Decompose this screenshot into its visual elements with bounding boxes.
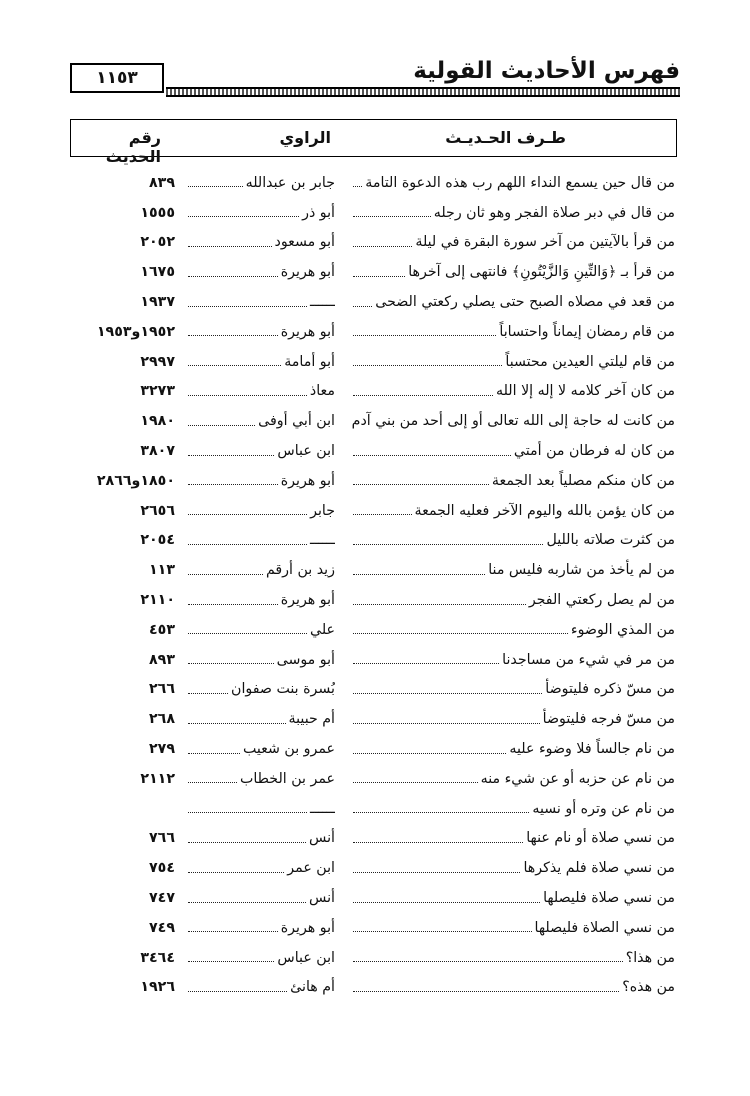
leader-dots [188, 812, 307, 813]
hadith-cell [350, 377, 675, 407]
hadith-text: من كان له فرطان من أمتي [513, 443, 675, 460]
hadith-number: ٨٩٣ [149, 651, 175, 668]
hadith-cell [350, 168, 675, 198]
hadith-text: من هذا؟ [625, 949, 675, 966]
leader-dots [353, 723, 540, 724]
narrator-text: زيد بن أرقم [265, 562, 335, 579]
narrator-text: ــــــ [310, 532, 335, 549]
leader-dots [188, 395, 307, 396]
page-header [70, 58, 680, 94]
narrator-cell [185, 496, 335, 526]
hadith-cell [350, 794, 675, 824]
list-item [0, 347, 750, 377]
hadith-number: ٧٦٦ [149, 830, 175, 847]
hadith-text: من قرأ بالآيتين من آخر سورة البقرة في ليلة [415, 234, 675, 251]
hadith-number: ٣٤٦٤ [140, 949, 175, 966]
leader-dots [188, 723, 286, 724]
list-item [0, 317, 750, 347]
narrator-cell [185, 347, 335, 377]
leader-dots [353, 276, 405, 277]
hadith-text: من مسّ ذكره فليتوضأ [545, 681, 675, 698]
leader-dots [353, 902, 540, 903]
hadith-text: من نسي صلاة أو نام عنها [526, 830, 675, 847]
leader-dots [353, 484, 489, 485]
narrator-text: ــــــ [310, 294, 335, 311]
leader-dots [188, 991, 287, 992]
hadith-text: من قرأ بـ ﴿وَالتِّينِ وَالزَّيْتُونِ﴾ فانتهى إلى آخرها [408, 264, 675, 281]
narrator-cell [185, 824, 335, 854]
hadith-number: ٢٠٥٤ [140, 532, 175, 549]
leader-dots [188, 276, 278, 277]
list-item [0, 853, 750, 883]
column-header [70, 119, 677, 166]
hadith-number: ٨٣٩ [149, 174, 175, 191]
list-item [0, 913, 750, 943]
narrator-cell [185, 913, 335, 943]
hadith-cell [350, 526, 675, 556]
leader-dots [188, 186, 243, 187]
hadith-text: من لم يصل ركعتي الفجر [528, 592, 675, 609]
narrator-text: ابن أبي أوفى [258, 413, 335, 430]
narrator-cell [185, 436, 335, 466]
narrator-cell [185, 198, 335, 228]
page-number: ١١٥٣ [70, 63, 164, 93]
leader-dots [353, 395, 493, 396]
hadith-text: من قعد في مصلاه الصبح حتى يصلي ركعتي الضحى [375, 294, 675, 311]
hadith-text: من قال حين يسمع النداء اللهم رب هذه الدعوة التامة [365, 174, 675, 191]
leader-dots [188, 365, 281, 366]
narrator-cell [185, 675, 335, 705]
leader-dots [188, 425, 255, 426]
hadith-cell [350, 585, 675, 615]
leader-dots [353, 931, 532, 932]
narrator-cell [185, 168, 335, 198]
leader-dots [353, 663, 499, 664]
narrator-cell [185, 406, 335, 436]
hadith-text: من قام ليلتي العيدين محتسباً [505, 353, 675, 370]
column-narrator: الراوي [279, 128, 331, 147]
hadith-cell [350, 853, 675, 883]
narrator-cell [185, 943, 335, 973]
hadith-cell [350, 406, 675, 436]
narrator-text: أبو هريرة [280, 919, 335, 936]
leader-dots [353, 365, 502, 366]
leader-dots [353, 872, 520, 873]
narrator-text: جابر بن عبدالله [245, 174, 335, 191]
narrator-cell [185, 555, 335, 585]
narrator-text: عمر بن الخطاب [239, 770, 335, 787]
narrator-cell [185, 228, 335, 258]
hadith-number: ٢٠٥٢ [140, 234, 175, 251]
hadith-text: من كانت له حاجة إلى الله تعالى أو إلى أحد من بني آدم [351, 413, 675, 430]
narrator-text: ابن عمر [287, 860, 335, 877]
leader-dots [353, 335, 496, 336]
hadith-number: ١٩٢٦ [140, 979, 175, 996]
hadith-number: ٤٥٣ [149, 621, 175, 638]
narrator-text: أبو هريرة [280, 472, 335, 489]
hadith-number: ١٥٥٥ [140, 204, 175, 221]
hadith-number: ١٩٥٢و١٩٥٣ [96, 323, 175, 340]
narrator-cell [185, 257, 335, 287]
hadith-number: ٢٦٨ [149, 711, 175, 728]
narrator-text: عمرو بن شعيب [242, 741, 335, 758]
narrator-text: أم حبيبة [288, 711, 335, 728]
leader-dots [353, 246, 412, 247]
list-item [0, 257, 750, 287]
hadith-text: من المذي الوضوء [570, 621, 675, 638]
hadith-number: ٢١١٢ [140, 770, 175, 787]
hadith-text: من قال في دبر صلاة الفجر وهو ثان رجله [433, 204, 675, 221]
narrator-cell [185, 317, 335, 347]
hadith-number: ٢٦٦ [149, 681, 175, 698]
hadith-text: من كان آخر كلامه لا إله إلا الله [496, 383, 675, 400]
list-item [0, 228, 750, 258]
hadith-text: من هذه؟ [622, 979, 675, 996]
list-item [0, 764, 750, 794]
leader-dots [188, 663, 274, 664]
list-item [0, 168, 750, 198]
list-item [0, 496, 750, 526]
narrator-cell [185, 704, 335, 734]
leader-dots [353, 961, 623, 962]
hadith-text: من نسي صلاة فليصلها [543, 890, 675, 907]
hadith-text: من لم يأخذ من شاربه فليس منا [488, 562, 675, 579]
hadith-text: من نام عن وتره أو نسيه [532, 800, 675, 817]
narrator-text: أبو أمامة [284, 353, 335, 370]
narrator-cell [185, 287, 335, 317]
narrator-text: أم هانئ [290, 979, 335, 996]
hadith-number: ١١٣ [149, 562, 175, 579]
narrator-cell [185, 585, 335, 615]
list-item [0, 436, 750, 466]
hadith-text: من قام رمضان إيماناً واحتساباً [499, 323, 675, 340]
hadith-number: ٣٢٧٣ [140, 383, 175, 400]
narrator-cell [185, 377, 335, 407]
hadith-number: ٣٨٠٧ [140, 443, 175, 460]
narrator-cell [185, 764, 335, 794]
narrator-text: بُسرة بنت صفوان [231, 681, 335, 698]
hadith-text: من مسّ فرجه فليتوضأ [542, 711, 675, 728]
list-item [0, 794, 750, 824]
list-item [0, 615, 750, 645]
list-item [0, 585, 750, 615]
leader-dots [353, 186, 362, 187]
leader-dots [353, 455, 511, 456]
leader-dots [188, 335, 278, 336]
leader-dots [188, 246, 272, 247]
list-item [0, 704, 750, 734]
narrator-text: أبو مسعود [274, 234, 335, 251]
hadith-cell [350, 913, 675, 943]
leader-dots [188, 902, 306, 903]
leader-dots [188, 961, 274, 962]
hadith-number: ١٦٧٥ [140, 264, 175, 281]
narrator-text: أبو هريرة [280, 264, 335, 281]
leader-dots [188, 574, 263, 575]
leader-dots [353, 604, 526, 605]
list-item [0, 406, 750, 436]
hadith-cell [350, 764, 675, 794]
column-hadith: طـرف الحـديـث [445, 128, 566, 147]
hadith-text: من كان يؤمن بالله واليوم الآخر فعليه الجمعة [414, 502, 675, 519]
leader-dots [188, 693, 228, 694]
list-item [0, 526, 750, 556]
hadith-text: من كان منكم مصلياً بعد الجمعة [491, 472, 675, 489]
hadith-number: ٢١١٠ [140, 592, 175, 609]
hadith-cell [350, 645, 675, 675]
hadith-cell [350, 198, 675, 228]
hadith-number: ٧٤٩ [149, 919, 175, 936]
page-title: فهرس الأحاديث القولية [413, 58, 680, 84]
leader-dots [188, 514, 307, 515]
hadith-number: ٧٤٧ [149, 890, 175, 907]
leader-dots [353, 216, 431, 217]
leader-dots [188, 872, 284, 873]
leader-dots [353, 753, 506, 754]
list-item [0, 377, 750, 407]
narrator-cell [185, 734, 335, 764]
leader-dots [353, 693, 542, 694]
narrator-text: أبو ذر [302, 204, 335, 221]
leader-dots [188, 931, 278, 932]
narrator-text: ابن عباس [277, 949, 335, 966]
leader-dots [353, 782, 478, 783]
hadith-cell [350, 466, 675, 496]
narrator-text: ابن عباس [277, 443, 335, 460]
hadith-cell [350, 734, 675, 764]
hadith-cell [350, 675, 675, 705]
leader-dots [188, 216, 299, 217]
hadith-number: ٢٦٥٦ [140, 502, 175, 519]
hadith-number: ٧٥٤ [149, 860, 175, 877]
hadith-number: ٢٧٩ [149, 741, 175, 758]
leader-dots [353, 544, 543, 545]
list-item [0, 198, 750, 228]
leader-dots [188, 842, 306, 843]
hadith-cell [350, 287, 675, 317]
narrator-text: أنس [309, 830, 335, 847]
narrator-text: أبو هريرة [280, 323, 335, 340]
leader-dots [188, 455, 274, 456]
narrator-text: أنس [309, 890, 335, 907]
narrator-text: معاذ [309, 383, 335, 400]
index-list [0, 168, 750, 1002]
leader-dots [353, 633, 568, 634]
leader-dots [353, 306, 372, 307]
list-item [0, 466, 750, 496]
hadith-text: من نسي الصلاة فليصلها [534, 919, 675, 936]
hadith-number: ١٩٨٠ [140, 413, 175, 430]
leader-dots [188, 484, 278, 485]
leader-dots [353, 514, 412, 515]
hadith-cell [350, 704, 675, 734]
hadith-cell [350, 883, 675, 913]
hadith-text: من كثرت صلاته بالليل [546, 532, 675, 549]
hadith-cell [350, 347, 675, 377]
hadith-text: من نام عن حزبه أو عن شيء منه [480, 770, 675, 787]
narrator-text: أبو هريرة [280, 592, 335, 609]
hadith-cell [350, 615, 675, 645]
narrator-cell [185, 526, 335, 556]
hadith-text: من نسي صلاة فلم يذكرها [523, 860, 675, 877]
hadith-number: ٢٩٩٧ [140, 353, 175, 370]
list-item [0, 973, 750, 1003]
hadith-number: ١٩٣٧ [140, 294, 175, 311]
hadith-cell [350, 317, 675, 347]
list-item [0, 824, 750, 854]
hadith-cell [350, 973, 675, 1003]
hadith-cell [350, 257, 675, 287]
hadith-number: ١٨٥٠و٢٨٦٦ [96, 472, 175, 489]
hadith-cell [350, 436, 675, 466]
hadith-text: من مر في شيء من مساجدنا [502, 651, 675, 668]
leader-dots [353, 991, 619, 992]
list-item [0, 943, 750, 973]
list-item [0, 675, 750, 705]
hadith-cell [350, 496, 675, 526]
leader-dots [188, 753, 240, 754]
narrator-text: ــــــ [310, 800, 335, 817]
header-rule [166, 87, 680, 97]
hadith-cell [350, 824, 675, 854]
list-item [0, 645, 750, 675]
narrator-text: جابر [310, 502, 335, 519]
narrator-cell [185, 615, 335, 645]
leader-dots [188, 782, 237, 783]
narrator-text: علي [310, 621, 335, 638]
leader-dots [353, 812, 529, 813]
leader-dots [188, 633, 307, 634]
narrator-cell [185, 883, 335, 913]
list-item [0, 883, 750, 913]
narrator-cell [185, 973, 335, 1003]
narrator-cell [185, 794, 335, 824]
column-number: رقم الحديث [105, 128, 161, 166]
list-item [0, 734, 750, 764]
narrator-text: أبو موسى [276, 651, 335, 668]
list-item [0, 555, 750, 585]
narrator-cell [185, 853, 335, 883]
leader-dots [353, 574, 485, 575]
list-item [0, 287, 750, 317]
leader-dots [353, 842, 523, 843]
hadith-number [65, 794, 175, 824]
leader-dots [188, 604, 278, 605]
hadith-cell [350, 228, 675, 258]
hadith-cell [350, 943, 675, 973]
narrator-cell [185, 466, 335, 496]
leader-dots [188, 544, 307, 545]
hadith-cell [350, 555, 675, 585]
hadith-text: من نام جالساً فلا وضوء عليه [509, 741, 675, 758]
leader-dots [188, 306, 307, 307]
narrator-cell [185, 645, 335, 675]
